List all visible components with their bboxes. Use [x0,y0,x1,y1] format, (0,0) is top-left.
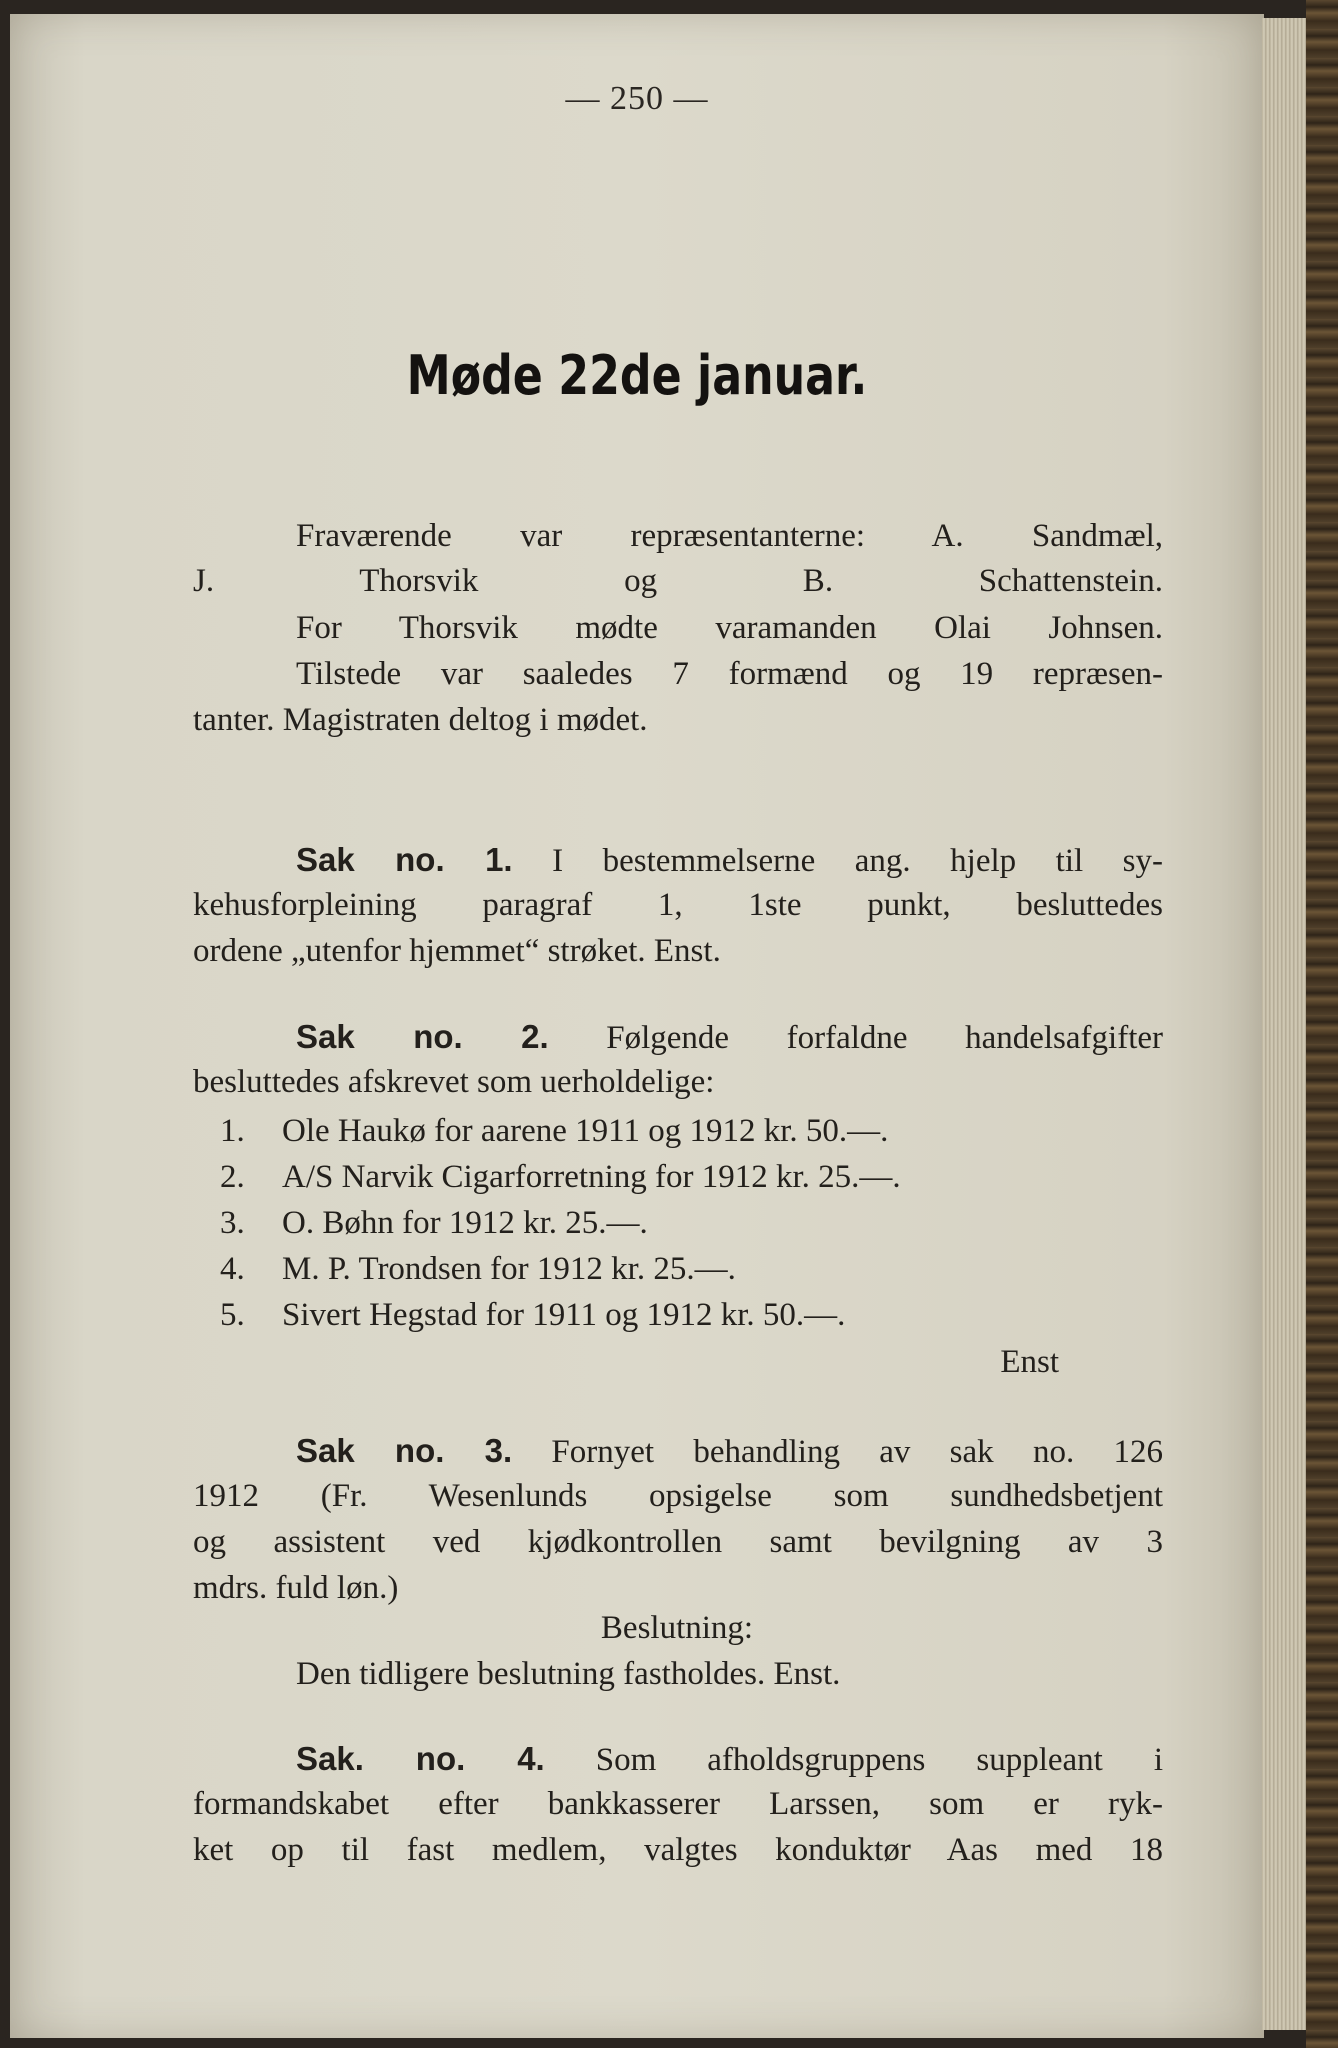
sak3-line: mdrs. fuld løn.) [193,1570,399,1606]
sak3-heading: Beslutning: [600,1610,754,1646]
sak1-line: Sak no. 1. I bestemmelserne ang. hjelp til sy- [296,841,1164,879]
sak2-result: Enst [1000,1344,1059,1380]
list-item: 4. M. P. Trondsen for 1912 kr. 25.—. [220,1251,736,1287]
sak1-label: Sak no. 1. [296,841,513,878]
sak2-line: Sak no. 2. Følgende forfaldne handelsafgifter [296,1018,1163,1056]
sak3-line: og assistent ved kjødkontrollen samt bevilgning av 3 [193,1524,1163,1560]
page [10,14,1264,2038]
page-title: Møde 22de januar. [406,344,868,407]
sak3-line: Sak no. 3. Fornyet behandling av sak no. 126 [296,1432,1163,1470]
list-item: 3. O. Bøhn for 1912 kr. 25.—. [220,1205,648,1241]
sak3-line: 1912 (Fr. Wesenlunds opsigelse som sundhedsbetjent [193,1478,1163,1514]
intro-line: tanter. Magistraten deltog i mødet. [193,702,648,738]
page-edges [1262,18,1306,2030]
intro-line: For Thorsvik mødte varamanden Olai Johnsen. [296,610,1163,646]
sak1-line: ordene „utenfor hjemmet“ strøket. Enst. [193,933,721,969]
sak2-line: besluttedes afskrevet som uerholdelige: [193,1064,715,1100]
sak3-label: Sak no. 3. [296,1432,513,1469]
list-item: 2. A/S Narvik Cigarforretning for 1912 kr. 25.—. [220,1159,901,1195]
sak4-label: Sak. no. 4. [296,1740,545,1777]
sak1-line: kehusforpleining paragraf 1, 1ste punkt, besluttedes [193,887,1163,923]
sak4-line: ket op til fast medlem, valgtes konduktør Aas med 18 [193,1832,1163,1868]
page-number: — 250 — [565,80,709,117]
sak4-line: formandskabet efter bankkasserer Larssen, som er ryk- [193,1786,1163,1822]
list-item: 1. Ole Haukø for aarene 1911 og 1912 kr. 50.—. [220,1113,889,1149]
list-item: 5. Sivert Hegstad for 1911 og 1912 kr. 50.—. [220,1297,846,1333]
sak3-decision: Den tidligere beslutning fastholdes. Enst. [296,1656,841,1692]
book-cover-edge [1306,0,1338,2048]
intro-line: Fraværende var repræsentanterne: A. Sandmæl, [296,518,1163,554]
intro-line: Tilstede var saaledes 7 formænd og 19 repræsen- [296,656,1163,692]
sak4-line: Sak. no. 4. Som afholdsgruppens suppleant i [296,1740,1163,1778]
sak2-label: Sak no. 2. [296,1018,549,1055]
intro-line: J. Thorsvik og B. Schattenstein. [193,563,1163,599]
